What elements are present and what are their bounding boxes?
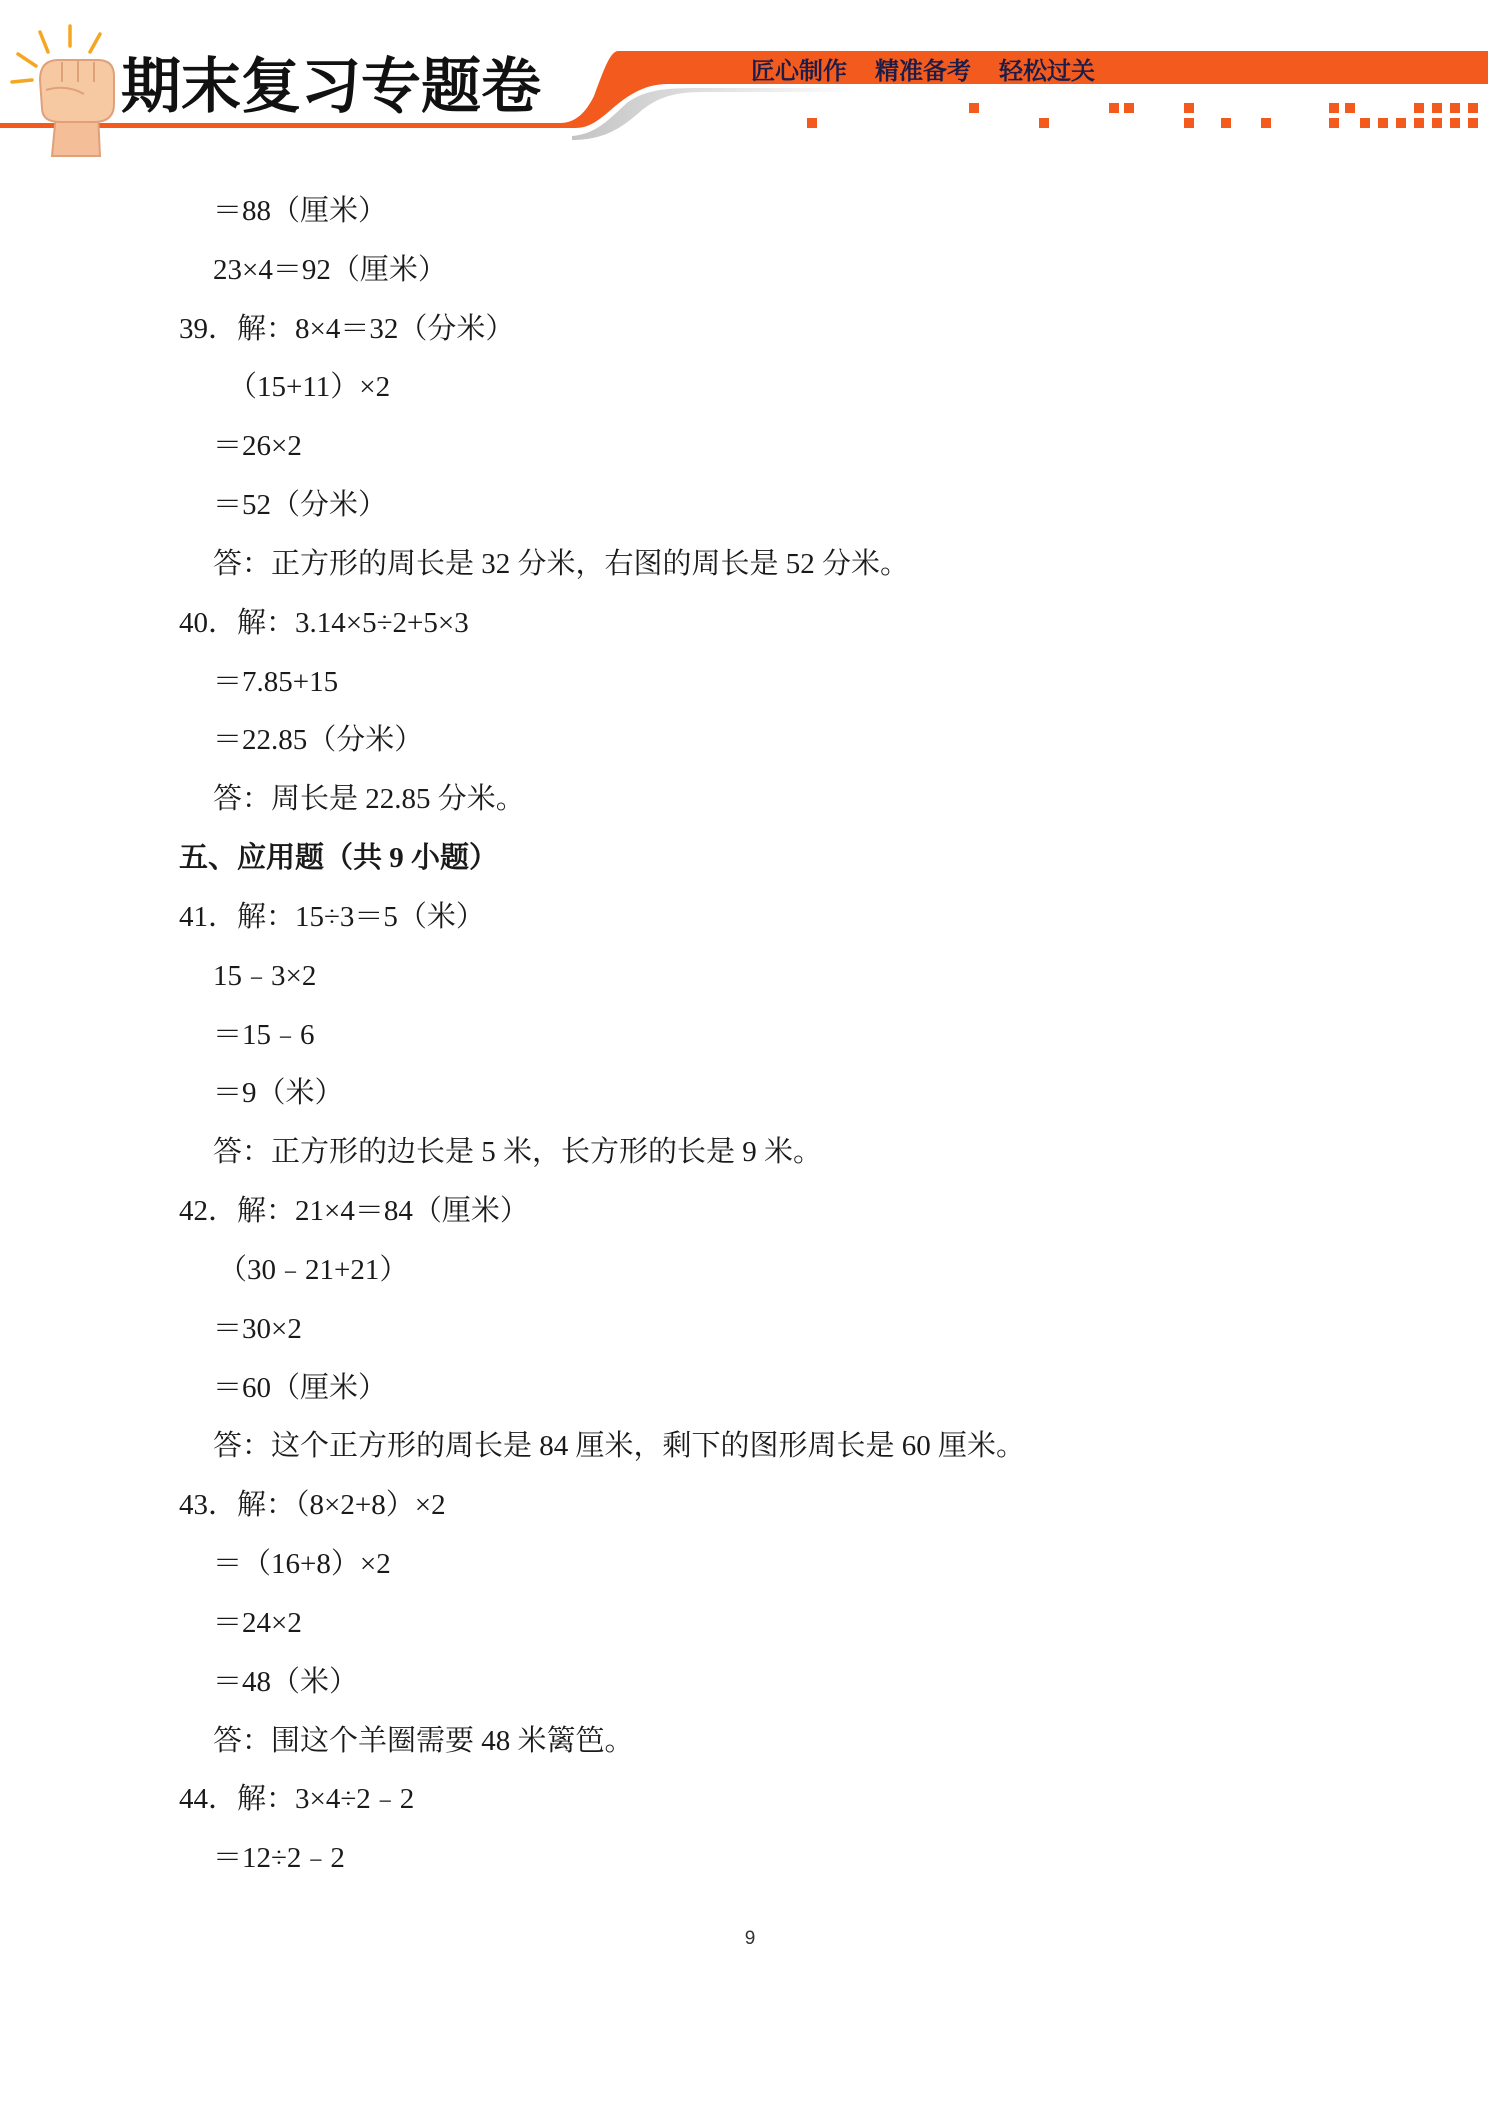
square-dot — [1468, 103, 1478, 113]
question-43-step: ＝24×2 — [213, 1606, 302, 1639]
square-dot — [969, 103, 979, 113]
square-dot — [1329, 118, 1339, 128]
square-dot — [1221, 118, 1231, 128]
square-dot — [1468, 118, 1478, 128]
square-dot — [1414, 118, 1424, 128]
square-dot — [1378, 118, 1388, 128]
question-41-step: ＝9（米） — [213, 1077, 344, 1110]
square-dot — [807, 118, 817, 128]
page-number: 9 — [744, 1928, 756, 1949]
question-41-answer: 答：正方形的边长是 5 米，长方形的长是 9 米。 — [213, 1136, 823, 1169]
square-dot — [1124, 103, 1134, 113]
square-dot — [1109, 103, 1119, 113]
tagline-item-prepare: 精准备考 — [875, 56, 971, 85]
question-43-head: 43．解：（8×2+8）×2 — [179, 1489, 446, 1522]
square-dot — [1432, 118, 1442, 128]
decorative-squares — [0, 0, 1488, 160]
question-39-head: 39．解：8×4＝32（分米） — [179, 312, 515, 345]
question-43-answer: 答：围这个羊圈需要 48 米篱笆。 — [213, 1724, 634, 1757]
header-banner — [0, 0, 1488, 160]
tagline-item-pass: 轻松过关 — [999, 56, 1095, 85]
question-39-answer: 答：正方形的周长是 32 分米，右图的周长是 52 分米。 — [213, 547, 910, 580]
question-44-head: 44．解：3×4÷2﹣2 — [179, 1783, 415, 1816]
question-44-step: ＝12÷2﹣2 — [213, 1842, 345, 1875]
square-dot — [1396, 118, 1406, 128]
question-40-answer: 答：周长是 22.85 分米。 — [213, 783, 525, 816]
question-39-step: ＝26×2 — [213, 430, 302, 463]
tagline-item-craft: 匠心制作 — [751, 56, 847, 85]
square-dot — [1360, 118, 1370, 128]
question-41-step: ＝15﹣6 — [213, 1018, 315, 1051]
page-title: 期末复习专题卷 — [121, 52, 541, 122]
square-dot — [1432, 103, 1442, 113]
question-43-step: ＝（16+8）×2 — [213, 1548, 391, 1581]
question-41-head: 41．解：15÷3＝5（米） — [179, 900, 485, 933]
square-dot — [1345, 103, 1355, 113]
question-40-head: 40．解：3.14×5÷2+5×3 — [179, 606, 469, 639]
square-dot — [1184, 103, 1194, 113]
square-dot — [1039, 118, 1049, 128]
question-42-answer: 答：这个正方形的周长是 84 厘米，剩下的图形周长是 60 厘米。 — [213, 1430, 1026, 1463]
question-43-step: ＝48（米） — [213, 1665, 359, 1698]
question-39-step: ＝52（分米） — [213, 489, 388, 522]
carryover-step: 23×4＝92（厘米） — [213, 253, 447, 286]
carryover-step: ＝88（厘米） — [213, 195, 388, 227]
question-42-head: 42．解：21×4＝84（厘米） — [179, 1195, 529, 1228]
square-dot — [1450, 103, 1460, 113]
square-dot — [1184, 118, 1194, 128]
question-40-step: ＝7.85+15 — [213, 665, 339, 698]
question-42-step: （30﹣21+21） — [218, 1253, 409, 1286]
square-dot — [1450, 118, 1460, 128]
question-42-step: ＝60（厘米） — [213, 1371, 388, 1404]
question-39-step: （15+11）×2 — [228, 371, 391, 404]
square-dot — [1329, 103, 1339, 113]
question-41-step: 15﹣3×2 — [213, 959, 317, 992]
square-dot — [1261, 118, 1271, 128]
question-40-step: ＝22.85（分米） — [213, 724, 424, 757]
section-heading: 五、应用题（共 9 小题） — [179, 842, 499, 875]
answer-content — [0, 182, 1488, 1888]
question-42-step: ＝30×2 — [213, 1312, 302, 1345]
square-dot — [1414, 103, 1424, 113]
